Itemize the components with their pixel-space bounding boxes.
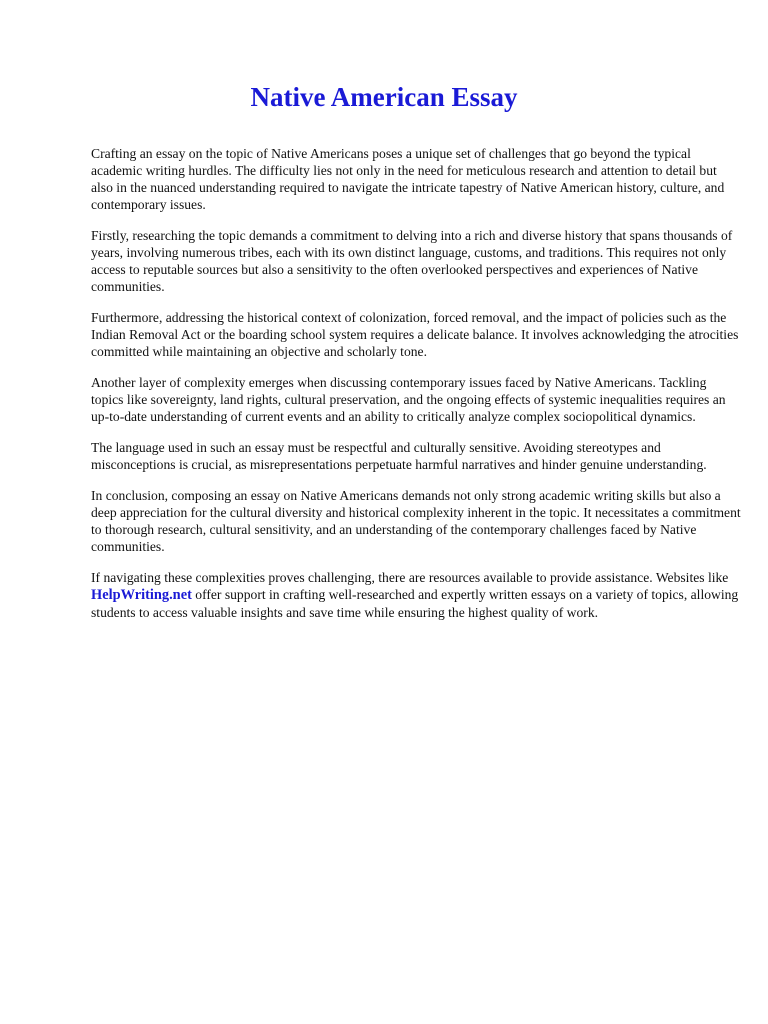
paragraph-5: The language used in such an essay must be respectful and culturally sensitive. Avoiding stereotypes and misconceptions is crucial, as misrepresentations perpetuate harmful narratives and hinder genuine understanding. [91,440,707,472]
helpwriting-link[interactable]: HelpWriting.net [91,587,192,603]
paragraph-6: In conclusion, composing an essay on Native Americans demands not only strong academic writing skills but also a deep appreciation for the cultural diversity and historical complexity inherent in the topic. It necessitates a commitment to thorough research, cultural sensitivity, and an understanding of the contemporary challenges faced by Native communities. [91,488,741,554]
paragraph-2: Firstly, researching the topic demands a commitment to delving into a rich and diverse history that spans thousands of years, involving numerous tribes, each with its own distinct language, customs, and traditions. This requires not only access to reputable sources but also a sensitivity to the often overlooked perspectives and experiences of Native communities. [91,228,733,294]
paragraph-1: Crafting an essay on the topic of Native Americans poses a unique set of challenges that go beyond the typical academic writing hurdles. The difficulty lies not only in the need for meticulous research and attention to detail but also in the nuanced understanding required to navigate the intricate tapestry of Native American history, culture, and contemporary issues. [91,146,725,212]
paragraph-7-before-link: If navigating these complexities proves challenging, there are resources available to provide assistance. Websites like [91,570,729,585]
page-title: Native American Essay [250,82,518,112]
paragraph-3: Furthermore, addressing the historical context of colonization, forced removal, and the impact of policies such as the Indian Removal Act or the boarding school system requires a delicate balance. It involves acknowledging the atrocities committed while maintaining an objective and scholarly tone. [91,310,739,359]
paragraph-7-after-link: offer support in crafting well-researched and expertly written essays on a variety of topics, allowing students to access valuable insights and save time while ensuring the highest quality of work. [91,587,739,620]
paragraph-4: Another layer of complexity emerges when discussing contemporary issues faced by Native Americans. Tackling topics like sovereignty, land rights, cultural preservation, and the ongoing effects of systemic inequalities requires an up-to-date understanding of current events and an ability to critically analyze complex sociopolitical dynamics. [91,375,726,424]
paragraph-7 [91,569,741,621]
essay-body [91,145,741,635]
